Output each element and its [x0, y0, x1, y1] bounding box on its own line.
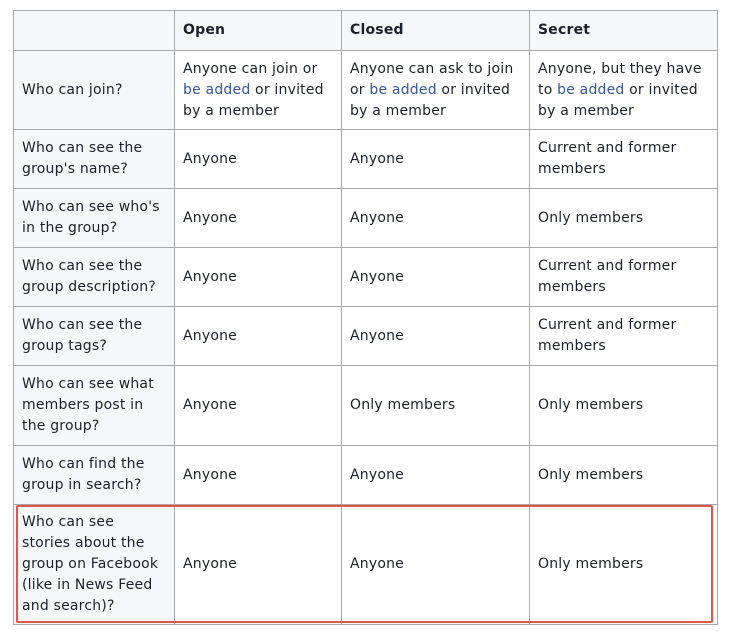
table-row — [14, 366, 718, 446]
cell-closed: Anyone — [342, 130, 530, 189]
cell-secret: Only members — [530, 505, 718, 625]
table-row — [14, 248, 718, 307]
cell-closed: Anyone — [342, 446, 530, 505]
cell-closed: Anyone — [342, 307, 530, 366]
row-question: Who can see what members post in the group? — [14, 366, 175, 446]
cell-closed: Anyone — [342, 505, 530, 625]
header-secret: Secret — [530, 11, 718, 51]
cell-text: Anyone can join or — [183, 60, 318, 77]
cell-open: Anyone — [175, 130, 342, 189]
cell-open-join — [175, 51, 342, 130]
cell-secret: Current and former members — [530, 130, 718, 189]
row-question: Who can see the group description? — [14, 248, 175, 307]
cell-closed: Anyone — [342, 248, 530, 307]
cell-secret: Only members — [530, 189, 718, 248]
header-closed: Closed — [342, 11, 530, 51]
row-question: Who can find the group in search? — [14, 446, 175, 505]
be-added-link[interactable]: be added — [557, 81, 625, 98]
table-row — [14, 307, 718, 366]
table-row — [14, 446, 718, 505]
table-row — [14, 130, 718, 189]
cell-secret: Only members — [530, 366, 718, 446]
row-question: Who can see the group tags? — [14, 307, 175, 366]
cell-secret: Current and former members — [530, 307, 718, 366]
header-open: Open — [175, 11, 342, 51]
cell-text: or invited by a member — [183, 81, 324, 119]
cell-text: or invited by a member — [350, 81, 511, 119]
cell-secret: Only members — [530, 446, 718, 505]
cell-closed-join — [342, 51, 530, 130]
cell-closed: Only members — [342, 366, 530, 446]
table-row-who-can-join — [14, 51, 718, 130]
row-question: Who can see who's in the group? — [14, 189, 175, 248]
cell-text: or invited by a member — [538, 81, 698, 119]
cell-secret-join — [530, 51, 718, 130]
cell-open: Anyone — [175, 248, 342, 307]
cell-text: Anyone can ask to join or — [350, 60, 514, 98]
be-added-link[interactable]: be added — [369, 81, 437, 98]
table-row — [14, 189, 718, 248]
cell-text: Anyone, but they have to — [538, 60, 702, 98]
cell-open: Anyone — [175, 446, 342, 505]
cell-open: Anyone — [175, 307, 342, 366]
privacy-table-container — [13, 10, 717, 625]
cell-closed: Anyone — [342, 189, 530, 248]
cell-open: Anyone — [175, 505, 342, 625]
row-question: Who can join? — [14, 51, 175, 130]
group-privacy-table — [13, 10, 718, 625]
header-corner — [14, 11, 175, 51]
cell-open: Anyone — [175, 189, 342, 248]
header-row — [14, 11, 718, 51]
cell-secret: Current and former members — [530, 248, 718, 307]
row-question: Who can see the group's name? — [14, 130, 175, 189]
be-added-link[interactable]: be added — [183, 81, 251, 98]
cell-open: Anyone — [175, 366, 342, 446]
row-question: Who can see stories about the group on Facebook (like in News Feed and search)? — [14, 505, 175, 625]
table-row-highlighted — [14, 505, 718, 625]
